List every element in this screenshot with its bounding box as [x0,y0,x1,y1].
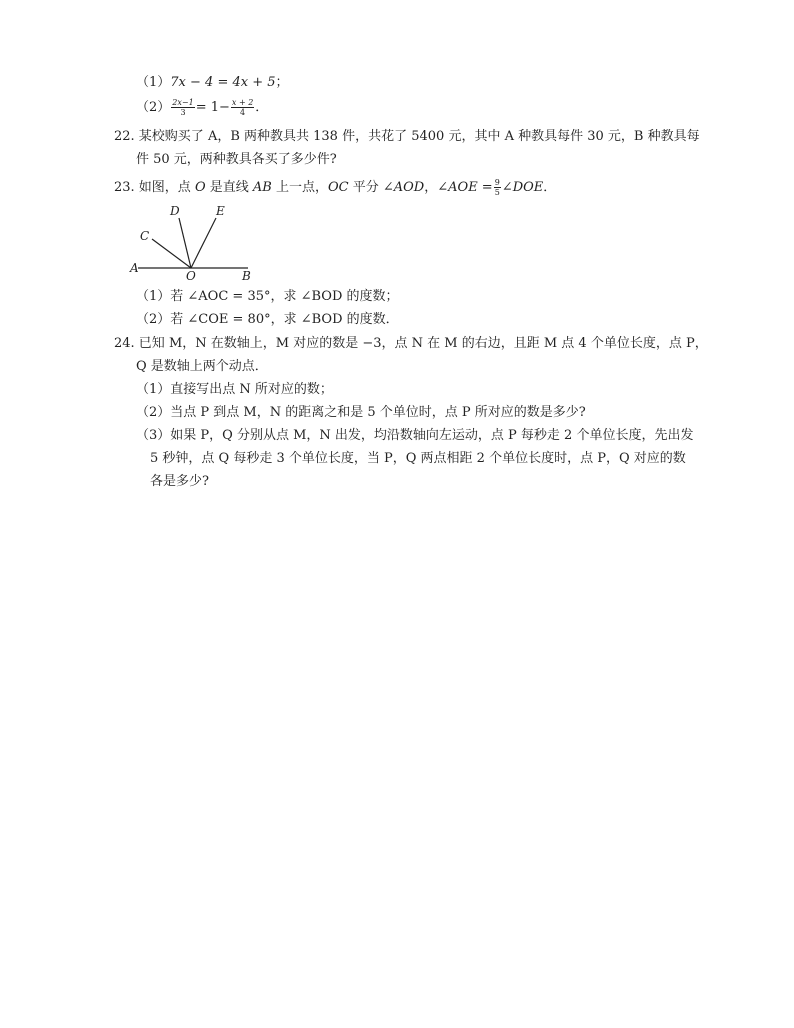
denominator: 5 [494,188,500,197]
angle-diagram [128,202,258,282]
denominator: 3 [180,108,186,117]
q21-part-2 [136,98,268,117]
q23-part-1: （1）若 ∠AOC = 35°，求 ∠BOD 的度数； [136,289,399,304]
q22-line-1: 22. 某校购买了 A，B 两种教具共 138 件，共花了 5400 元，其中 A 种教具每件 30 元，B 种教具每 [114,129,700,144]
q24-part-3-line-2: 5 秒钟，点 Q 每秒走 3 个单位长度，当 P，Q 两点相距 2 个单位长度时，点 P，Q 对应的数 [150,451,686,466]
label-c: C [140,229,150,243]
ray-oc: OC [327,180,349,195]
equation-middle: = 1− [195,100,230,115]
point-o: O [194,180,206,195]
part-number: （1） [136,75,171,90]
q24-part-3-line-1: （3）如果 P，Q 分别从点 M，N 出发，均沿数轴向左运动，点 P 每秒走 2 个单位长度，先出发 [136,428,694,443]
angle-aod: ∠AOD [382,180,425,195]
line-ab: AB [252,180,272,195]
q21-part-1 [136,74,289,92]
punctuation: ． [255,100,269,115]
q24-line-1: 24. 已知 M，N 在数轴上，M 对应的数是 −3，点 N 在 M 的右边，且距 M 点 4 个单位长度，点 P， [114,336,708,351]
fraction-left [171,98,194,117]
part-number: （2） [136,100,171,115]
angle-aoe: ∠AOE = [437,180,493,195]
text: ． [543,180,557,195]
fraction-nine-fifths [494,178,501,197]
label-b: B [242,269,251,282]
denominator: 4 [240,108,246,117]
label-e: E [216,204,225,218]
label-d: D [170,204,180,218]
text: 是直线 [205,180,253,195]
angle-doe: ∠DOE [501,180,544,195]
text: 23. 如图，点 [114,180,195,195]
ray-oe-line [191,218,216,268]
text: ， [424,180,438,195]
q23-heading [114,178,556,197]
label-o: O [186,269,196,282]
numerator: x + 2 [231,98,254,107]
numerator: 2x−1 [172,98,194,107]
text: 上一点， [271,180,328,195]
q22-line-2: 件 50 元，两种教具各买了多少件? [136,152,337,167]
q24-part-2: （2）当点 P 到点 M，N 的距离之和是 5 个单位时，点 P 所对应的数是多少? [136,405,586,420]
text: 平分 [348,180,383,195]
q24-part-3-line-3: 各是多少? [150,474,209,489]
q24-part-1: （1）直接写出点 N 所对应的数； [136,382,333,397]
numerator: 9 [494,178,500,187]
equation: 7x − 4 = 4x + 5 [170,75,276,90]
label-a: A [130,261,139,275]
q23-part-2: （2）若 ∠COE = 80°，求 ∠BOD 的度数． [136,312,399,327]
q24-line-2: Q 是数轴上两个动点． [136,359,268,374]
fraction-right [231,98,254,117]
punctuation: ； [275,75,289,90]
